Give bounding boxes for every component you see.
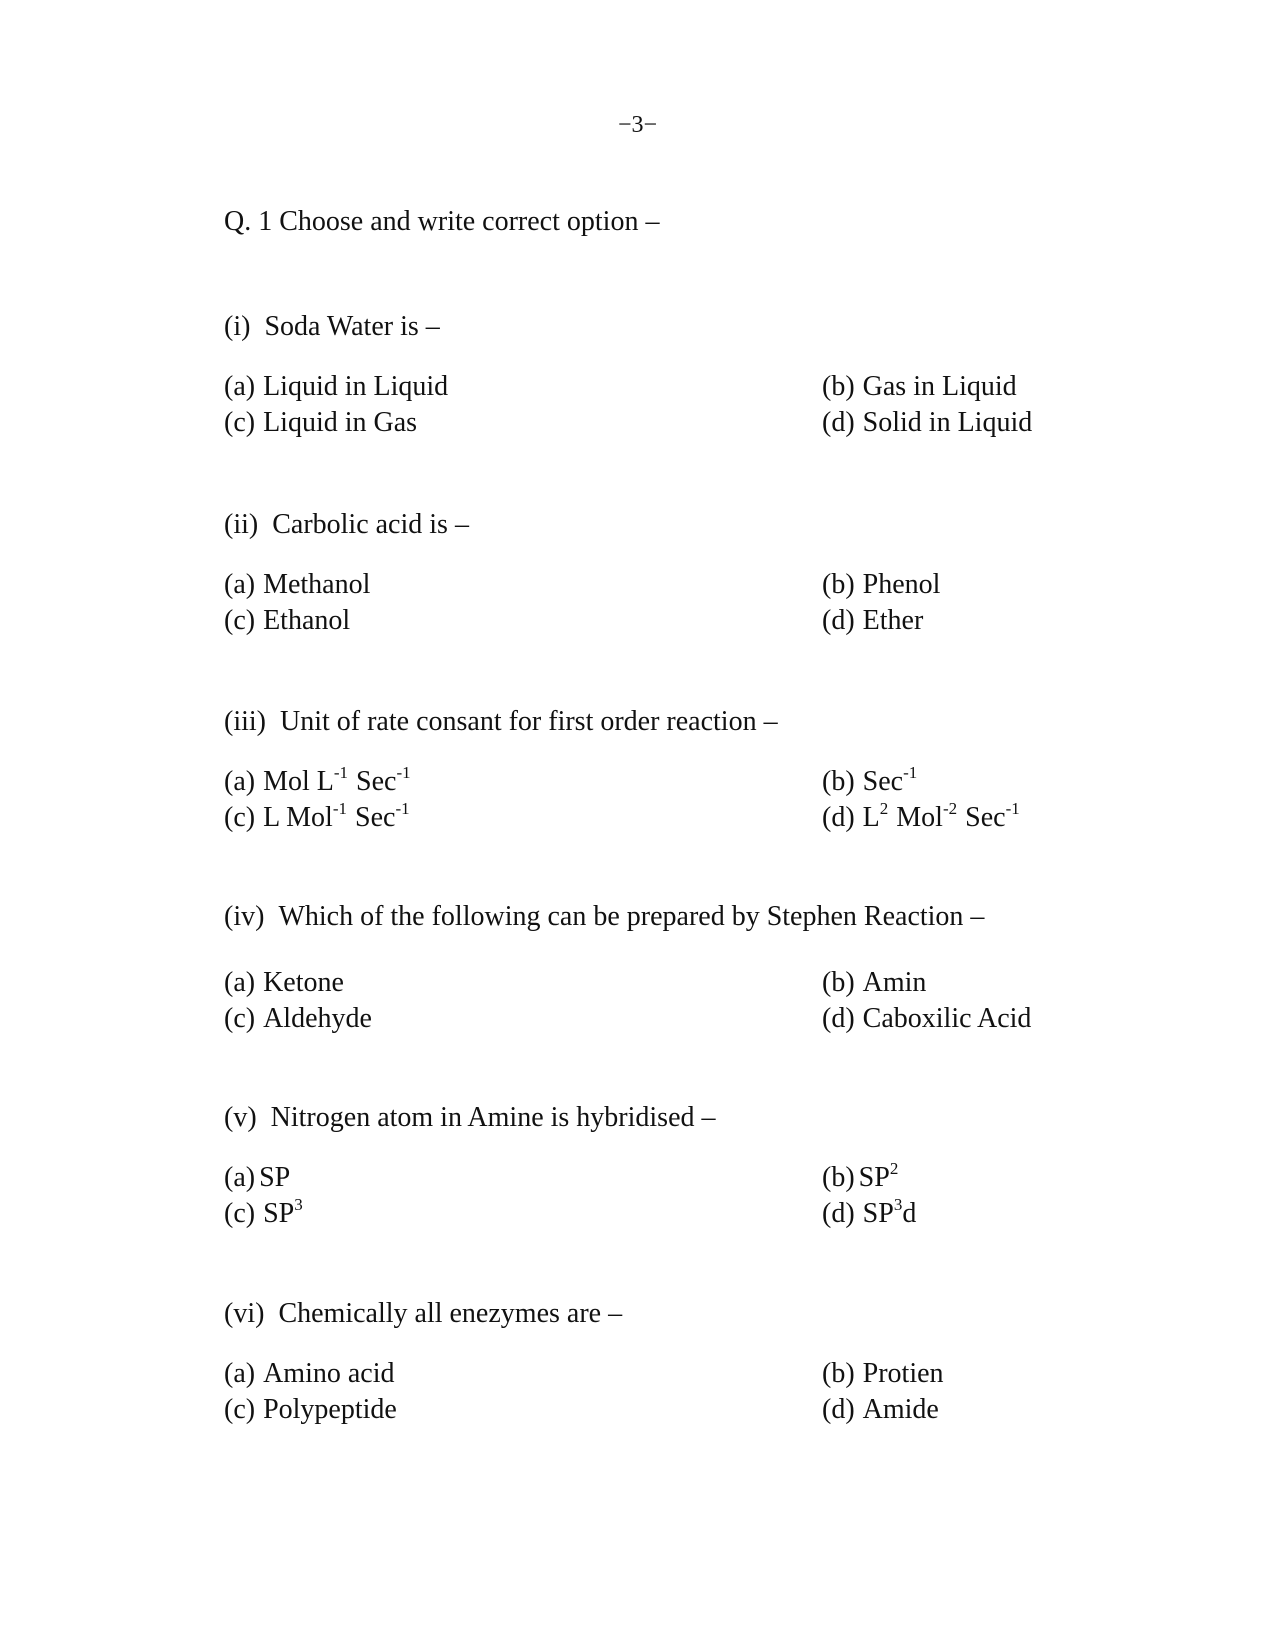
option-label: (c) [224, 1394, 256, 1425]
option-d [822, 1197, 916, 1231]
option-text: Solid in Liquid [862, 407, 1033, 438]
question-stem [224, 508, 1084, 542]
option-text: Amino acid [263, 1358, 395, 1389]
option-label: (a) [224, 766, 256, 797]
option-d [822, 1002, 1031, 1036]
option-label: (b) [822, 967, 855, 998]
option-c [224, 406, 417, 440]
option-b [822, 765, 917, 799]
option-label: (d) [822, 1394, 855, 1425]
question-number: (i) [224, 311, 251, 342]
option-label: (a) [224, 371, 256, 402]
option-b [822, 1161, 898, 1195]
option-list [224, 1357, 1084, 1437]
option-label: (d) [822, 605, 855, 636]
option-c [224, 1197, 303, 1231]
option-label: (c) [224, 605, 256, 636]
option-label: (c) [224, 1198, 256, 1229]
option-text: SP [858, 1162, 890, 1193]
option-d [822, 1393, 939, 1427]
option-label: (d) [822, 802, 855, 833]
option-text: Sec [355, 802, 396, 833]
option-d [822, 406, 1032, 440]
option-label: (b) [822, 569, 855, 600]
option-c [224, 801, 410, 835]
option-text: SP [263, 1198, 295, 1229]
option-superscript: -1 [1005, 799, 1020, 818]
option-superscript: -1 [903, 763, 918, 782]
question-stem [224, 900, 1084, 934]
question-number: (v) [224, 1102, 257, 1133]
question-heading: Q. 1 Choose and write correct option – [224, 206, 660, 237]
question-number: (iii) [224, 706, 266, 737]
question-iv [224, 900, 1084, 1046]
option-label: (d) [822, 407, 855, 438]
question-stem [224, 705, 1084, 739]
question-number: (iv) [224, 901, 265, 932]
question-v [224, 1101, 1084, 1241]
question-stem [224, 1101, 1084, 1135]
option-text: Sec [862, 766, 904, 797]
option-superscript: -2 [942, 799, 958, 818]
option-label: (c) [224, 1003, 256, 1034]
question-text: Nitrogen atom in Amine is hybridised – [270, 1102, 716, 1133]
option-label: (a) [224, 1358, 256, 1389]
question-stem [224, 310, 1084, 344]
option-label: (b) [822, 766, 855, 797]
option-text: SP [259, 1162, 291, 1193]
option-text: SP [862, 1198, 894, 1229]
option-c [224, 1002, 372, 1036]
option-d [822, 604, 923, 638]
option-c [224, 604, 350, 638]
option-b [822, 966, 926, 1000]
question-text: Chemically all enezymes are – [278, 1298, 623, 1329]
option-list [224, 568, 1084, 648]
option-label: (d) [822, 1198, 855, 1229]
option-label: (c) [224, 407, 256, 438]
option-superscript: 3 [893, 1195, 903, 1214]
option-label: (b) [822, 1162, 855, 1193]
option-text: Polypeptide [263, 1394, 397, 1425]
question-vi [224, 1297, 1084, 1437]
option-text: Liquid in Liquid [263, 371, 449, 402]
option-text: L Mol [263, 802, 333, 833]
option-list [224, 1161, 1084, 1241]
option-superscript: -1 [332, 799, 347, 818]
option-superscript: 3 [294, 1195, 303, 1214]
option-b [822, 1357, 944, 1391]
option-text: Gas in Liquid [862, 371, 1017, 402]
page-number: −3− [617, 112, 658, 138]
question-number: (vi) [224, 1298, 265, 1329]
option-a [224, 1357, 395, 1391]
option-label: (c) [224, 802, 256, 833]
option-text: L [862, 802, 880, 833]
option-text: Mol [896, 802, 943, 833]
option-text: Aldehyde [263, 1003, 372, 1034]
option-text: Liquid in Gas [263, 407, 418, 438]
question-text: Soda Water is – [264, 311, 440, 342]
option-text: Phenol [862, 569, 941, 600]
option-a [224, 1161, 290, 1195]
option-b [822, 370, 1017, 404]
option-text: Amin [862, 967, 927, 998]
question-text: Unit of rate consant for first order reaction – [280, 706, 778, 737]
option-list [224, 966, 1084, 1046]
option-label: (b) [822, 371, 855, 402]
option-text: Methanol [263, 569, 371, 600]
option-b [822, 568, 940, 602]
option-superscript: -1 [395, 799, 410, 818]
option-text: Ketone [263, 967, 344, 998]
question-i [224, 310, 1084, 450]
option-label: (a) [224, 569, 256, 600]
question-ii [224, 508, 1084, 648]
option-text: d [902, 1198, 917, 1229]
option-list [224, 765, 1084, 845]
option-c [224, 1393, 397, 1427]
question-stem [224, 1297, 1084, 1331]
option-superscript: 2 [879, 799, 889, 818]
option-text: Protien [862, 1358, 944, 1389]
option-text: Ether [862, 605, 924, 636]
option-d [822, 801, 1020, 835]
option-superscript: -1 [396, 763, 411, 782]
option-text: Mol L [263, 766, 334, 797]
option-a [224, 568, 370, 602]
option-label: (b) [822, 1358, 855, 1389]
option-a [224, 765, 411, 799]
option-superscript: -1 [333, 763, 349, 782]
question-number: (ii) [224, 509, 259, 540]
option-superscript: 2 [889, 1159, 899, 1178]
option-text: Ethanol [263, 605, 351, 636]
option-a [224, 370, 448, 404]
option-a [224, 966, 344, 1000]
question-iii [224, 705, 1084, 845]
option-text: Amide [862, 1394, 939, 1425]
option-list [224, 370, 1084, 450]
option-text: Sec [965, 802, 1006, 833]
option-label: (a) [224, 1162, 256, 1193]
question-text: Which of the following can be prepared by Stephen Reaction – [278, 901, 985, 932]
option-label: (d) [822, 1003, 855, 1034]
option-text: Caboxilic Acid [862, 1003, 1032, 1034]
option-label: (a) [224, 967, 256, 998]
option-text: Sec [356, 766, 397, 797]
question-text: Carbolic acid is – [272, 509, 469, 540]
